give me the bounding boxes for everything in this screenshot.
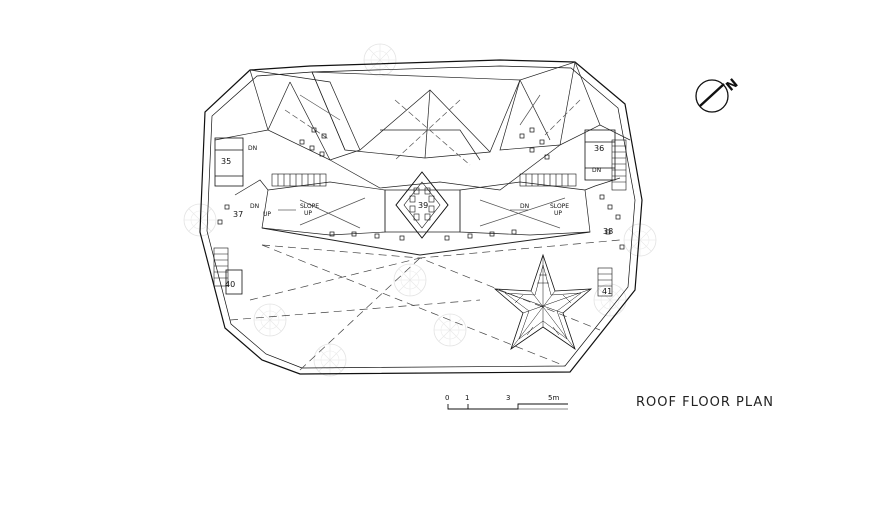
dn-label: DN (250, 203, 260, 210)
tree-symbol-icon (254, 304, 286, 336)
room-number-36: 36 (594, 144, 605, 153)
room-number-40: 40 (225, 280, 236, 289)
tree-symbols (184, 44, 656, 376)
north-arrow-icon (696, 76, 741, 112)
room-number-37: 37 (233, 210, 244, 219)
dn-label-right: DN (520, 203, 530, 210)
room-number-38: 38 (603, 227, 614, 236)
tree-symbol-icon (434, 314, 466, 346)
scale-tick-0: 0 (445, 394, 450, 402)
north-label: N (723, 76, 742, 95)
drawing-title: ROOF FLOOR PLAN (636, 395, 774, 410)
dn-label-attic-2: DN (592, 167, 602, 174)
slope-label-right: SLOPE (550, 203, 570, 210)
room-number-39: 39 (418, 201, 429, 210)
tree-symbol-icon (314, 344, 346, 376)
scale-bar (445, 394, 568, 409)
scale-tick-3: 3 (506, 394, 511, 402)
garden-paths (230, 240, 620, 370)
tree-symbol-icon (364, 44, 396, 76)
up-label: UP (263, 211, 272, 218)
courtyards (235, 178, 620, 255)
pavilion-star-icon (495, 255, 591, 349)
slope-up-label-right: UP (554, 210, 563, 217)
roof-facets (215, 62, 630, 190)
scale-tick-1: 1 (465, 394, 470, 402)
room-number-41: 41 (602, 287, 613, 296)
room-number-35: 35 (221, 157, 232, 166)
slope-label-left: SLOPE (300, 203, 320, 210)
scale-tick-5m: 5m (548, 394, 560, 402)
tree-symbol-icon (394, 264, 426, 296)
stairs (214, 140, 626, 296)
slope-up-label-left: UP (304, 210, 313, 217)
dn-label-attic-1: DN (248, 145, 258, 152)
